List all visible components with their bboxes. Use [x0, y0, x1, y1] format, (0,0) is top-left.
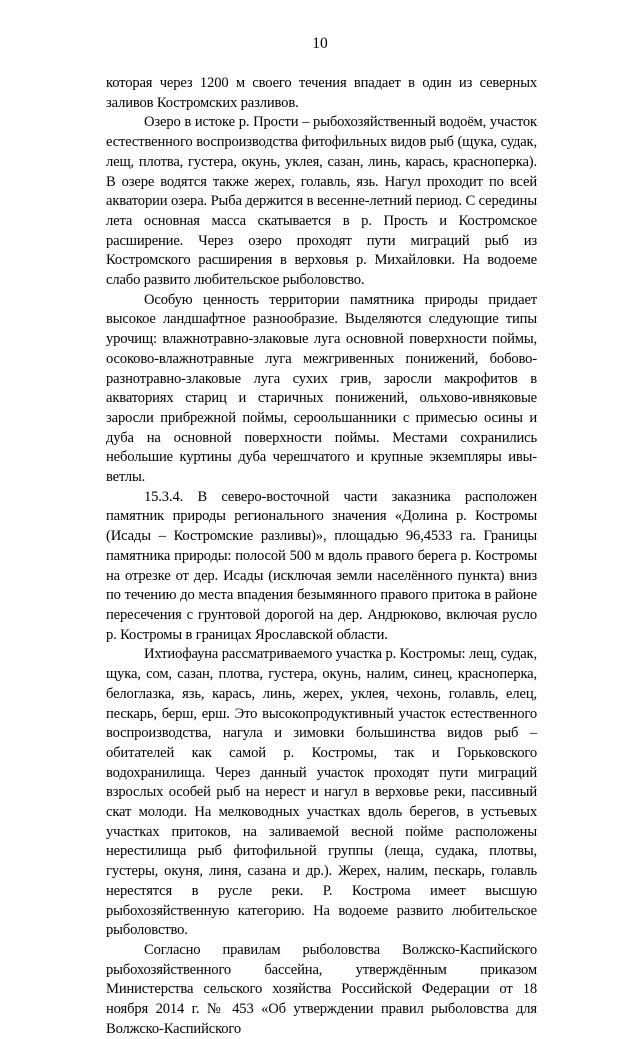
page-number: 10	[312, 35, 328, 52]
paragraph-section-15-3-4: 15.3.4. В северо-восточной части заказника расположен памятник природы регионального значения «Долина р. Костромы (Исады – Костромские разливы)», площадью 96,4533 га. Границы памятника природы: полосой 500 м вдоль правого берега р. Костромы на отрезке от дер. Исады (исключая земли населённого пункта) вниз по течению до места впадения безымянного правого притока в районе пересечения с грунтовой дорогой на дер. Андрюково, включая русло р. Костромы в границах Ярославской области.	[106, 488, 537, 643]
paragraph-lake-prost: Озеро в истоке р. Прости – рыбохозяйственный водоём, участок естественного воспроизводства фитофильных видов рыб (щука, судак, лещ, плотва, густера, окунь, уклея, сазан, линь, карась, красноперка). В озере водятся также жерех, голавль, язь. Нагул проходит по всей акватории озера. Рыба держится в весенне-летний период. С середины лета основная масса скатывается в р. Прость и Костромское расширение. Через озеро проходят пути миграций рыб из Костромского расширения в верховья р. Михайловки. На водоеме слабо развито любительское рыболовство.	[106, 114, 537, 289]
paragraph-fishing-rules: Согласно правилам рыболовства Волжско-Каспийского рыбохозяйственного бассейна, утверждённым приказом Министерства сельского хозяйства Российской Федерации от 18 ноября 2014 г. № 453 «Об утверждении правил рыболовства для Волжско-Каспийского	[106, 941, 537, 1037]
paragraph-landscape-diversity: Особую ценность территории памятника природы придает высокое ландшафтное разнообразие. Выделяются следующие типы урочищ: влажнотравно-злаковые луга основной поверхности поймы, осоково-влажнотравные луга межгривенных понижений, бобово-разнотравно-злаковые луга сухих грив, заросли макрофитов в акваториях стариц и старичных понижений, ольхово-ивняковые заросли прибрежной поймы, сероольшанники с примесью осины и дуба на основной поверхности поймы. Местами сохранились небольшие куртины дуба черешчатого и крупные экземпляры ивы-ветлы.	[106, 291, 537, 486]
paragraph-ichthyofauna: Ихтиофауна рассматриваемого участка р. Костромы: лещ, судак, щука, сом, сазан, плотва, густера, окунь, налим, синец, красноперка, белоглазка, язь, карась, линь, жерех, уклея, чехонь, голавль, елец, пескарь, берш, ерш. Это высокопродуктивный участок естественного воспроизводства, нагула и зимовки большинства видов рыб – обитателей как самой р. Костромы, так и Горьковского водохранилища. Через данный участок проходят пути миграций взрослых особей рыб на нерест и нагул в верховье реки, пассивный скат молоди. На мелководных участках вдоль берегов, в устьевых участках притоков, на заливаемой весной пойме расположены нерестилища рыб фитофильной группы (леща, судака, плотвы, густеры, окуня, линя, сазана и др.). Жерех, налим, пескарь, голавль нерестятся в русле реки. Р. Кострома имеет высшую рыбохозяйственную категорию. На водоеме развито любительское рыболовство.	[106, 646, 537, 939]
paragraph-continuation: которая через 1200 м своего течения впадает в один из северных заливов Костромских разливов.	[106, 75, 537, 111]
document-body	[106, 74, 537, 1039]
